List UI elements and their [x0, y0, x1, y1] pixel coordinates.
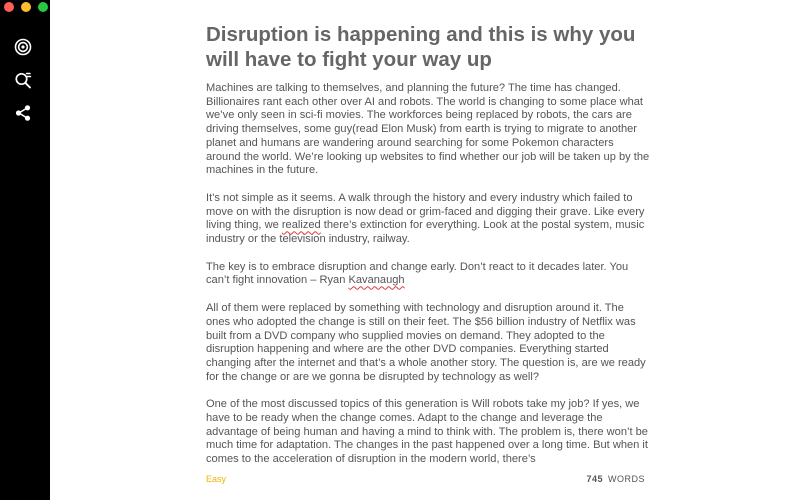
- word-count-label: WORDS: [608, 474, 645, 484]
- editor-content[interactable]: [206, 22, 651, 466]
- search-icon[interactable]: [13, 70, 33, 90]
- paragraph-text: there’s extinction for everything. Look at the postal system, music industry or the television industry, railway.: [206, 219, 645, 246]
- close-window-button[interactable]: [4, 2, 14, 12]
- paragraph-5[interactable]: [206, 398, 651, 467]
- reading-level-label[interactable]: Easy: [206, 474, 227, 484]
- word-count: [586, 474, 645, 484]
- paragraph-1[interactable]: [206, 82, 651, 178]
- paragraph-3[interactable]: [206, 261, 651, 288]
- share-icon[interactable]: [13, 103, 33, 123]
- window-controls: [4, 2, 48, 12]
- target-icon[interactable]: [13, 37, 33, 57]
- zoom-window-button[interactable]: [38, 2, 48, 12]
- word-count-number: 745: [586, 474, 603, 484]
- misspelled-word[interactable]: Kavanaugh: [348, 274, 405, 287]
- paragraph-2[interactable]: [206, 192, 651, 247]
- paragraph-4[interactable]: [206, 302, 651, 384]
- document-title[interactable]: Disruption is happening and this is why you will have to fight your way up: [206, 23, 636, 71]
- sidebar: [0, 0, 50, 500]
- paragraph-text: It’s not simple as it seems. A walk through the history and every industry which failed to move on with the disruption is now dead or grim-faced and digging their grave. Like every living thing, we: [206, 191, 645, 232]
- paragraph-text: Machines are talking to themselves, and planning the future? The time has changed. Billionaires rant each other over AI and robots. The world is changing to some place what we’ve only seen in sci-fi movies. The workforces being replaced by robots, the cars are driving themselves, some guy(read Elon Musk) from earth is trying to migrate to another planet and humans are wandering around searching for some Pokemon characters around the world. We’re looking up websites to find whether our job will be taken up by the machines in the future.: [206, 82, 650, 177]
- paragraph-text: The key is to embrace disruption and change early. Don’t react to it decades later. You can’t fight innovation – Ryan: [206, 260, 629, 287]
- misspelled-word[interactable]: realized: [281, 219, 321, 232]
- paragraph-text: All of them were replaced by something with technology and disruption around it. The ones who adopted the change is still on their feet. The $56 billion industry of Netflix was built from a DVD company who supplied movies on demand. They adopted to the disruption happening and where are the other DVD companies. Everything started changing after the internet and that’s a whole another story. The question is, are we ready for the change or are we gonna be disrupted by technology as well?: [206, 302, 646, 383]
- paragraph-text: One of the most discussed topics of this generation is Will robots take my job? If yes, we have to be ready when the change comes. Adapt to the change and leverage the advantage of being human and having a mind to think with. The problem is, there won’t be much time for adaptation. The changes in the past happened over a long time. But when it comes to the acceleration of disruption in the modern world, there’s: [206, 398, 648, 466]
- minimize-window-button[interactable]: [21, 2, 31, 12]
